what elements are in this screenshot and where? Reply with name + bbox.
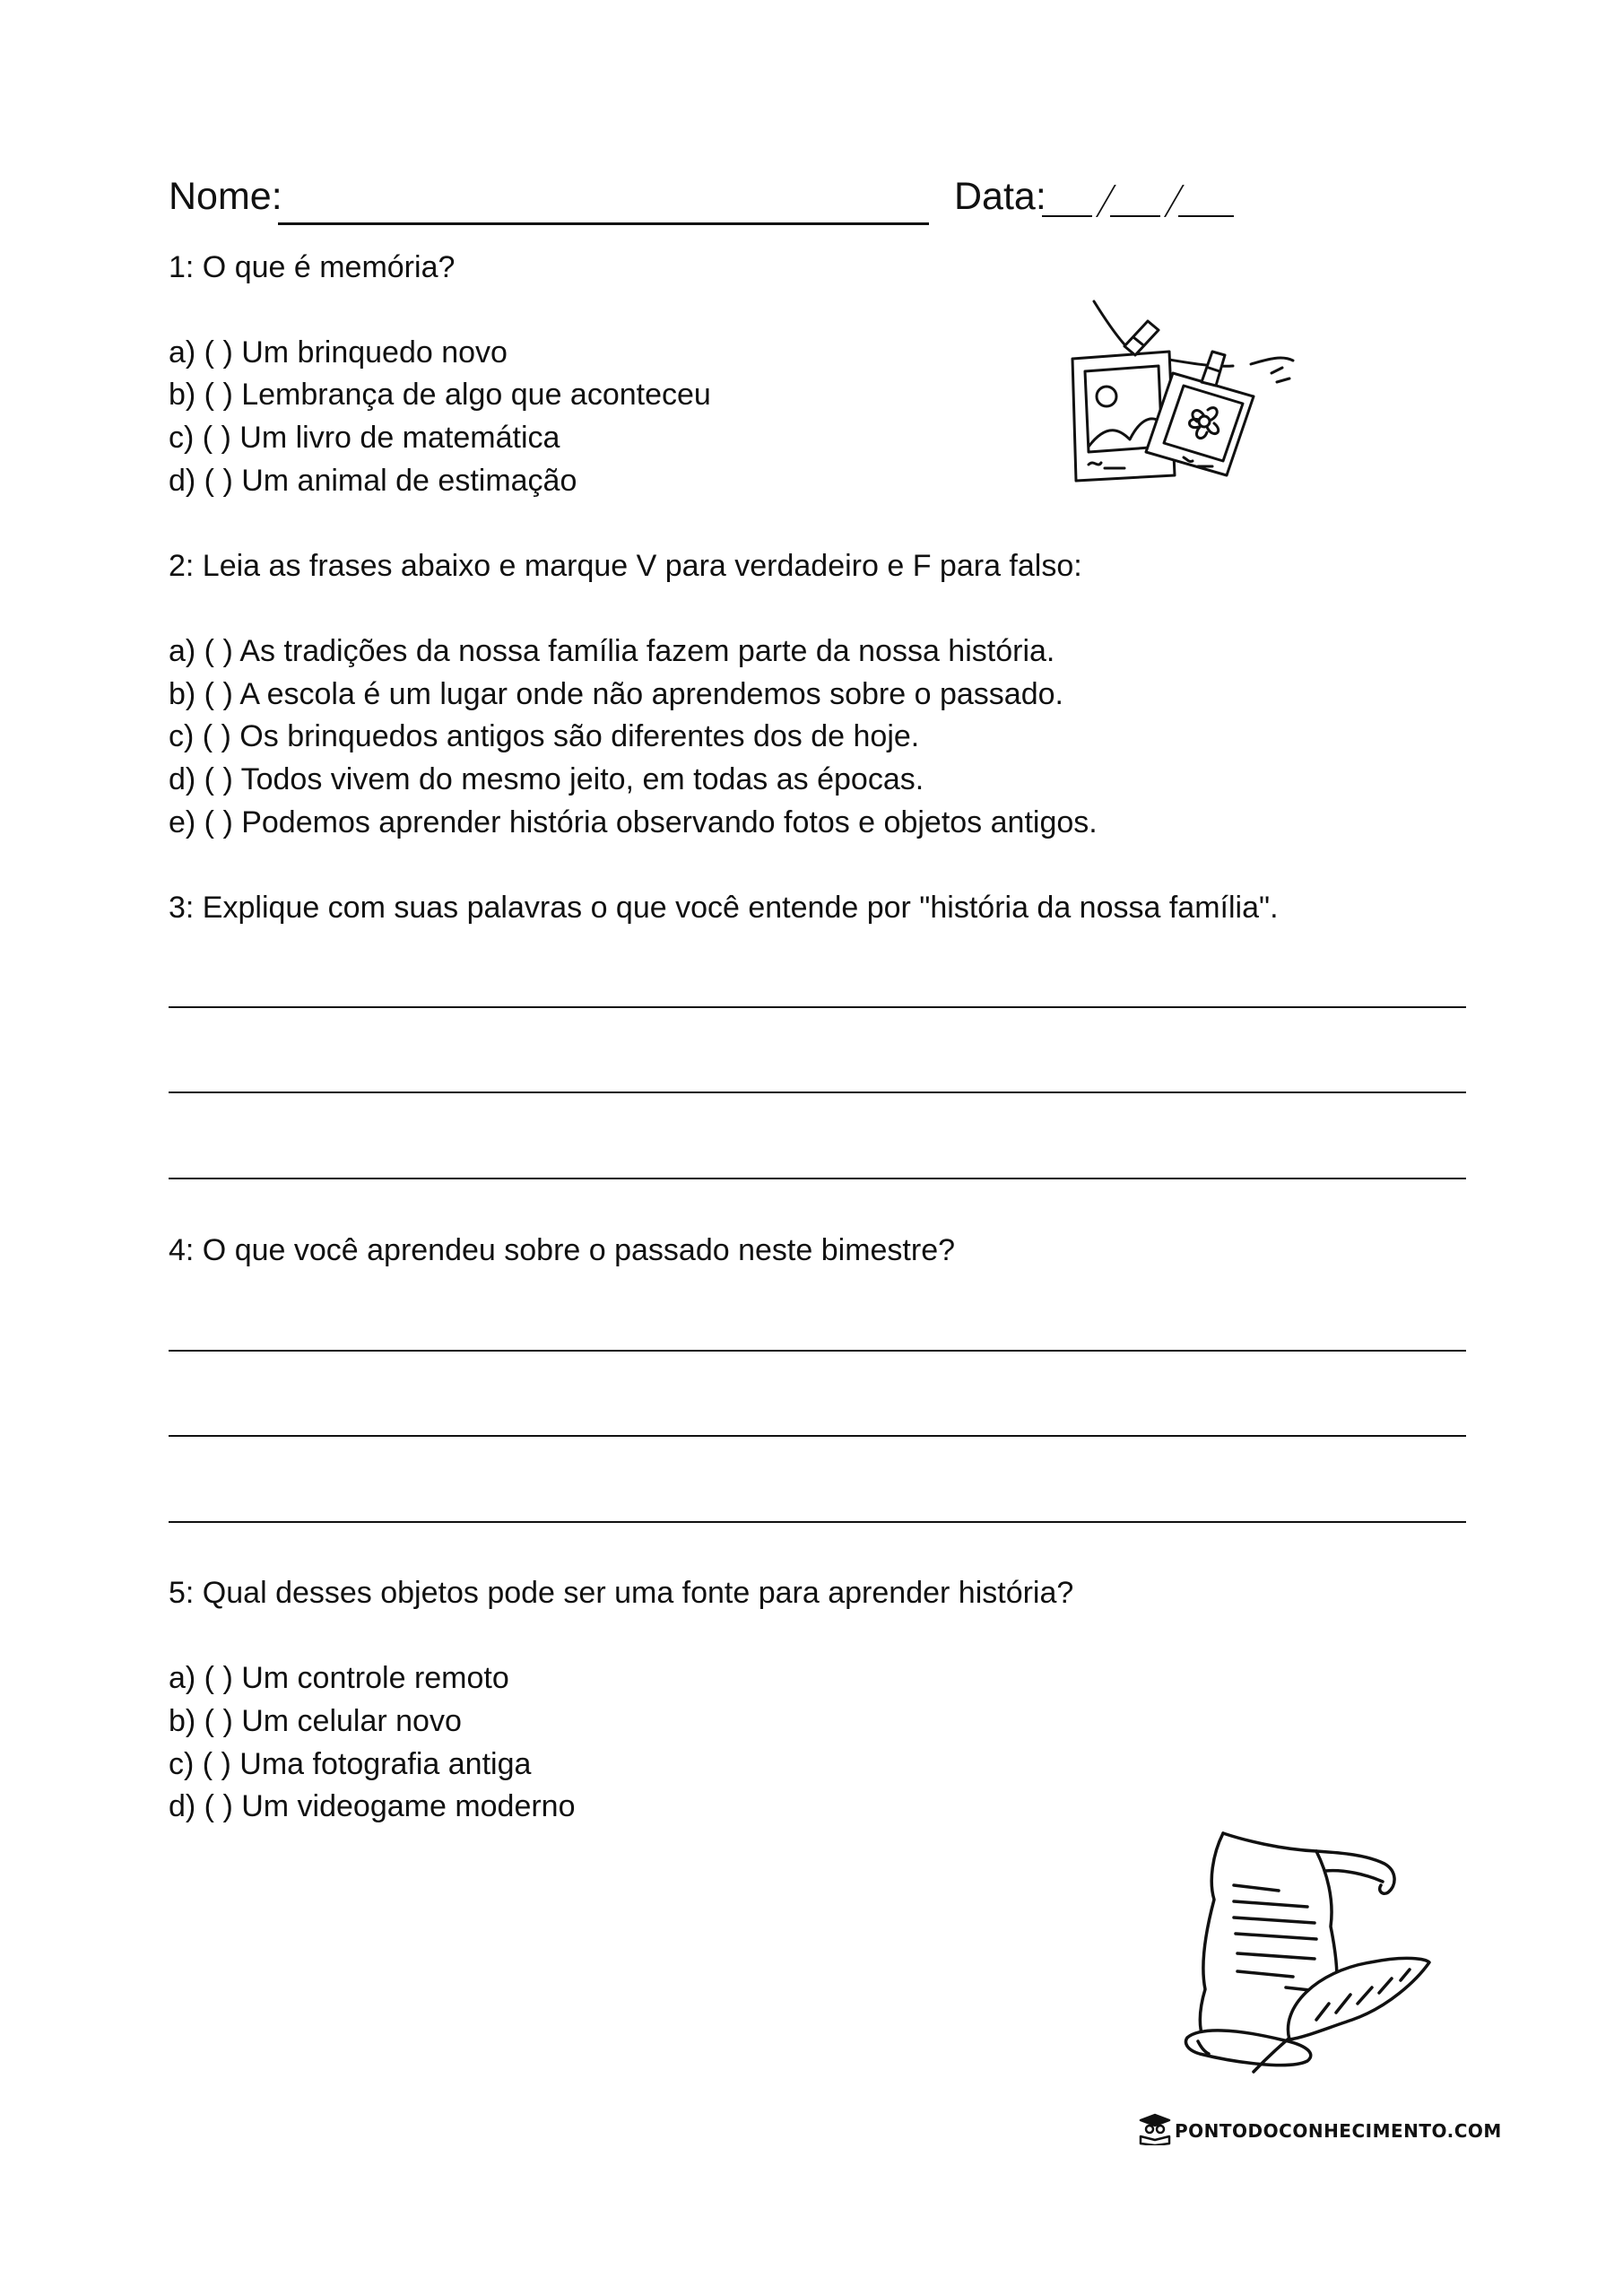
q2-option-c[interactable]: c) ( ) Os brinquedos antigos são diferentes dos de hoje.	[169, 719, 920, 753]
q2-option-d[interactable]: d) ( ) Todos vivem do mesmo jeito, em todas as épocas.	[169, 762, 924, 796]
question-4: 4: O que você aprendeu sobre o passado neste bimestre?	[169, 1233, 956, 1267]
q4-answer-line-1[interactable]	[169, 1350, 1466, 1352]
q5-option-b[interactable]: b) ( ) Um celular novo	[169, 1704, 462, 1738]
name-field[interactable]	[278, 187, 929, 225]
date-field[interactable]	[1042, 185, 1239, 221]
q1-option-b[interactable]: b) ( ) Lembrança de algo que aconteceu	[169, 378, 711, 412]
q1-option-d[interactable]: d) ( ) Um animal de estimação	[169, 464, 577, 498]
question-5: 5: Qual desses objetos pode ser uma fonte para aprender história?	[169, 1576, 1074, 1610]
hanging-photos-icon	[1058, 296, 1300, 493]
question-1: 1: O que é memória?	[169, 250, 456, 284]
scroll-quill-icon	[1182, 1828, 1442, 2079]
q3-answer-line-3[interactable]	[169, 1178, 1466, 1179]
q5-option-d[interactable]: d) ( ) Um videogame moderno	[169, 1789, 576, 1823]
date-label: Data:	[954, 175, 1046, 218]
q4-answer-line-2[interactable]	[169, 1435, 1466, 1437]
q5-option-a[interactable]: a) ( ) Um controle remoto	[169, 1661, 509, 1695]
q1-option-c[interactable]: c) ( ) Um livro de matemática	[169, 421, 560, 455]
q3-answer-line-2[interactable]	[169, 1091, 1466, 1093]
question-3: 3: Explique com suas palavras o que você entende por "história da nossa família".	[169, 891, 1279, 925]
q4-answer-line-3[interactable]	[169, 1521, 1466, 1523]
name-label: Nome:	[169, 175, 282, 218]
q2-option-e[interactable]: e) ( ) Podemos aprender história observando fotos e objetos antigos.	[169, 805, 1098, 839]
q2-option-b[interactable]: b) ( ) A escola é um lugar onde não aprendemos sobre o passado.	[169, 677, 1063, 711]
q3-answer-line-1[interactable]	[169, 1006, 1466, 1008]
owl-book-logo-icon	[1137, 2113, 1173, 2145]
site-watermark: PONTODOCONHECIMENTO.COM	[1175, 2120, 1502, 2142]
q5-option-c[interactable]: c) ( ) Uma fotografia antiga	[169, 1747, 532, 1781]
question-2: 2: Leia as frases abaixo e marque V para verdadeiro e F para falso:	[169, 549, 1082, 583]
q1-option-a[interactable]: a) ( ) Um brinquedo novo	[169, 335, 508, 370]
q2-option-a[interactable]: a) ( ) As tradições da nossa família fazem parte da nossa história.	[169, 634, 1055, 668]
